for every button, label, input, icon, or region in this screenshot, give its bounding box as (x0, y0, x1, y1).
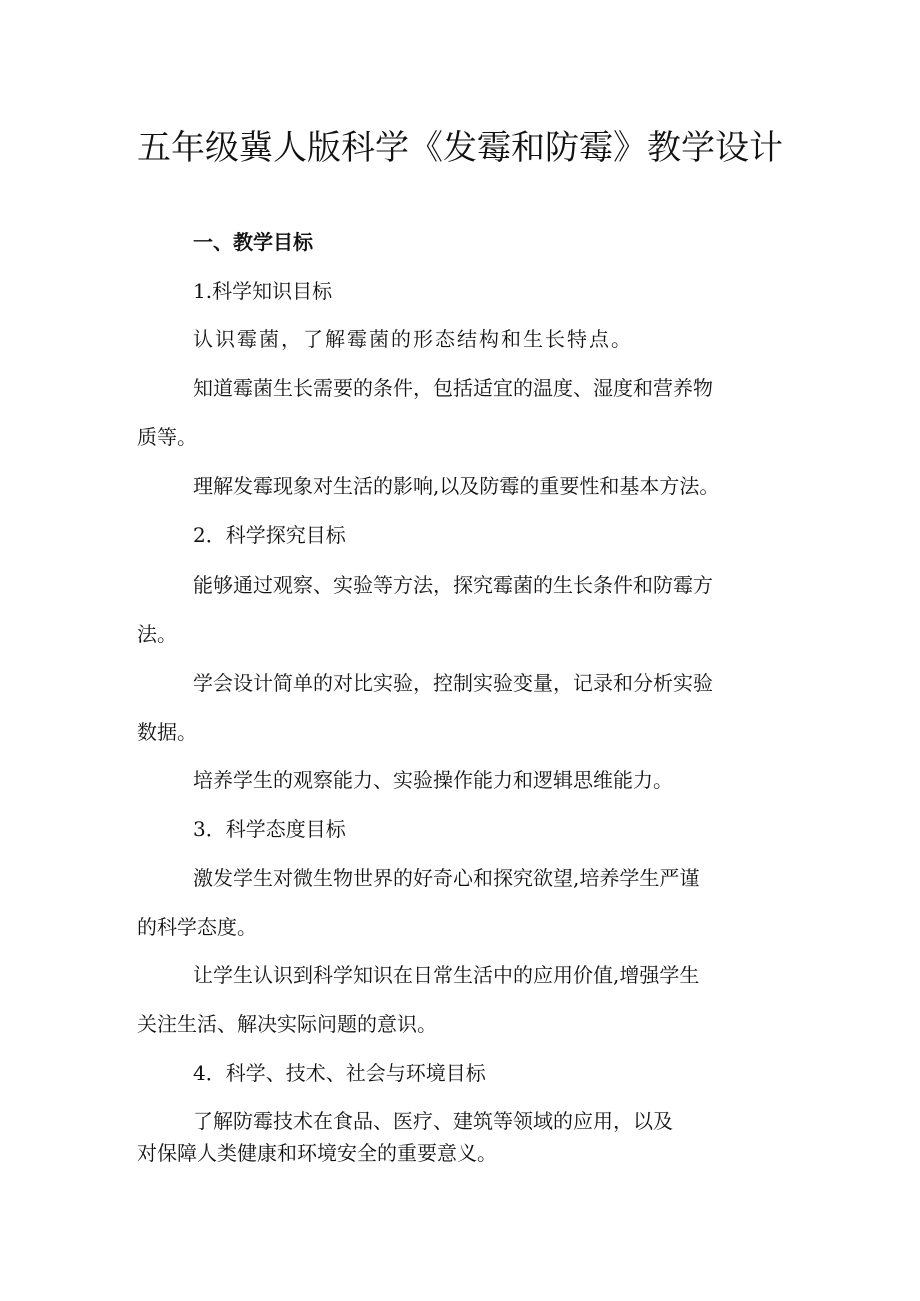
section-heading-objectives: 一、教学目标 (193, 230, 313, 254)
paragraph-line: 了解防霉技术在食品、医疗、建筑等领域的应用，以及 (193, 1109, 673, 1133)
subheading-sts-objectives: 4．科学、技术、社会与环境目标 (193, 1061, 486, 1085)
paragraph-line: 质等。 (137, 425, 197, 449)
paragraph-line: 激发学生对微生物世界的好奇心和探究欲望,培养学生严谨 (193, 866, 700, 890)
document-title: 五年级冀人版科学《发霉和防霉》教学设计 (137, 128, 783, 168)
paragraph-line: 能够通过观察、实验等方法，探究霉菌的生长条件和防霉方 (193, 573, 713, 597)
paragraph-line: 让学生认识到科学知识在日常生活中的应用价值,增强学生 (193, 963, 700, 987)
paragraph-line: 关注生活、解决实际问题的意识。 (137, 1012, 437, 1036)
paragraph-line: 培养学生的观察能力、实验操作能力和逻辑思维能力。 (193, 768, 673, 792)
paragraph-line: 学会设计简单的对比实验，控制实验变量，记录和分析实验 (193, 671, 713, 695)
paragraph-line: 理解发霉现象对生活的影响,以及防霉的重要性和基本方法。 (193, 474, 720, 498)
subheading-inquiry-objectives: 2．科学探究目标 (193, 523, 346, 547)
paragraph-line: 数据。 (137, 720, 197, 744)
paragraph-line: 知道霉菌生长需要的条件，包括适宜的温度、湿度和营养物 (193, 376, 713, 400)
paragraph-line: 的科学态度。 (137, 915, 257, 939)
subheading-attitude-objectives: 3．科学态度目标 (193, 817, 346, 841)
subheading-knowledge-objectives: 1.科学知识目标 (193, 279, 333, 303)
paragraph-line: 对保障人类健康和环境安全的重要意义。 (137, 1141, 497, 1165)
paragraph-line: 认识霉菌，了解霉菌的形态结构和生长特点。 (193, 327, 633, 351)
paragraph-line: 法。 (137, 622, 177, 646)
